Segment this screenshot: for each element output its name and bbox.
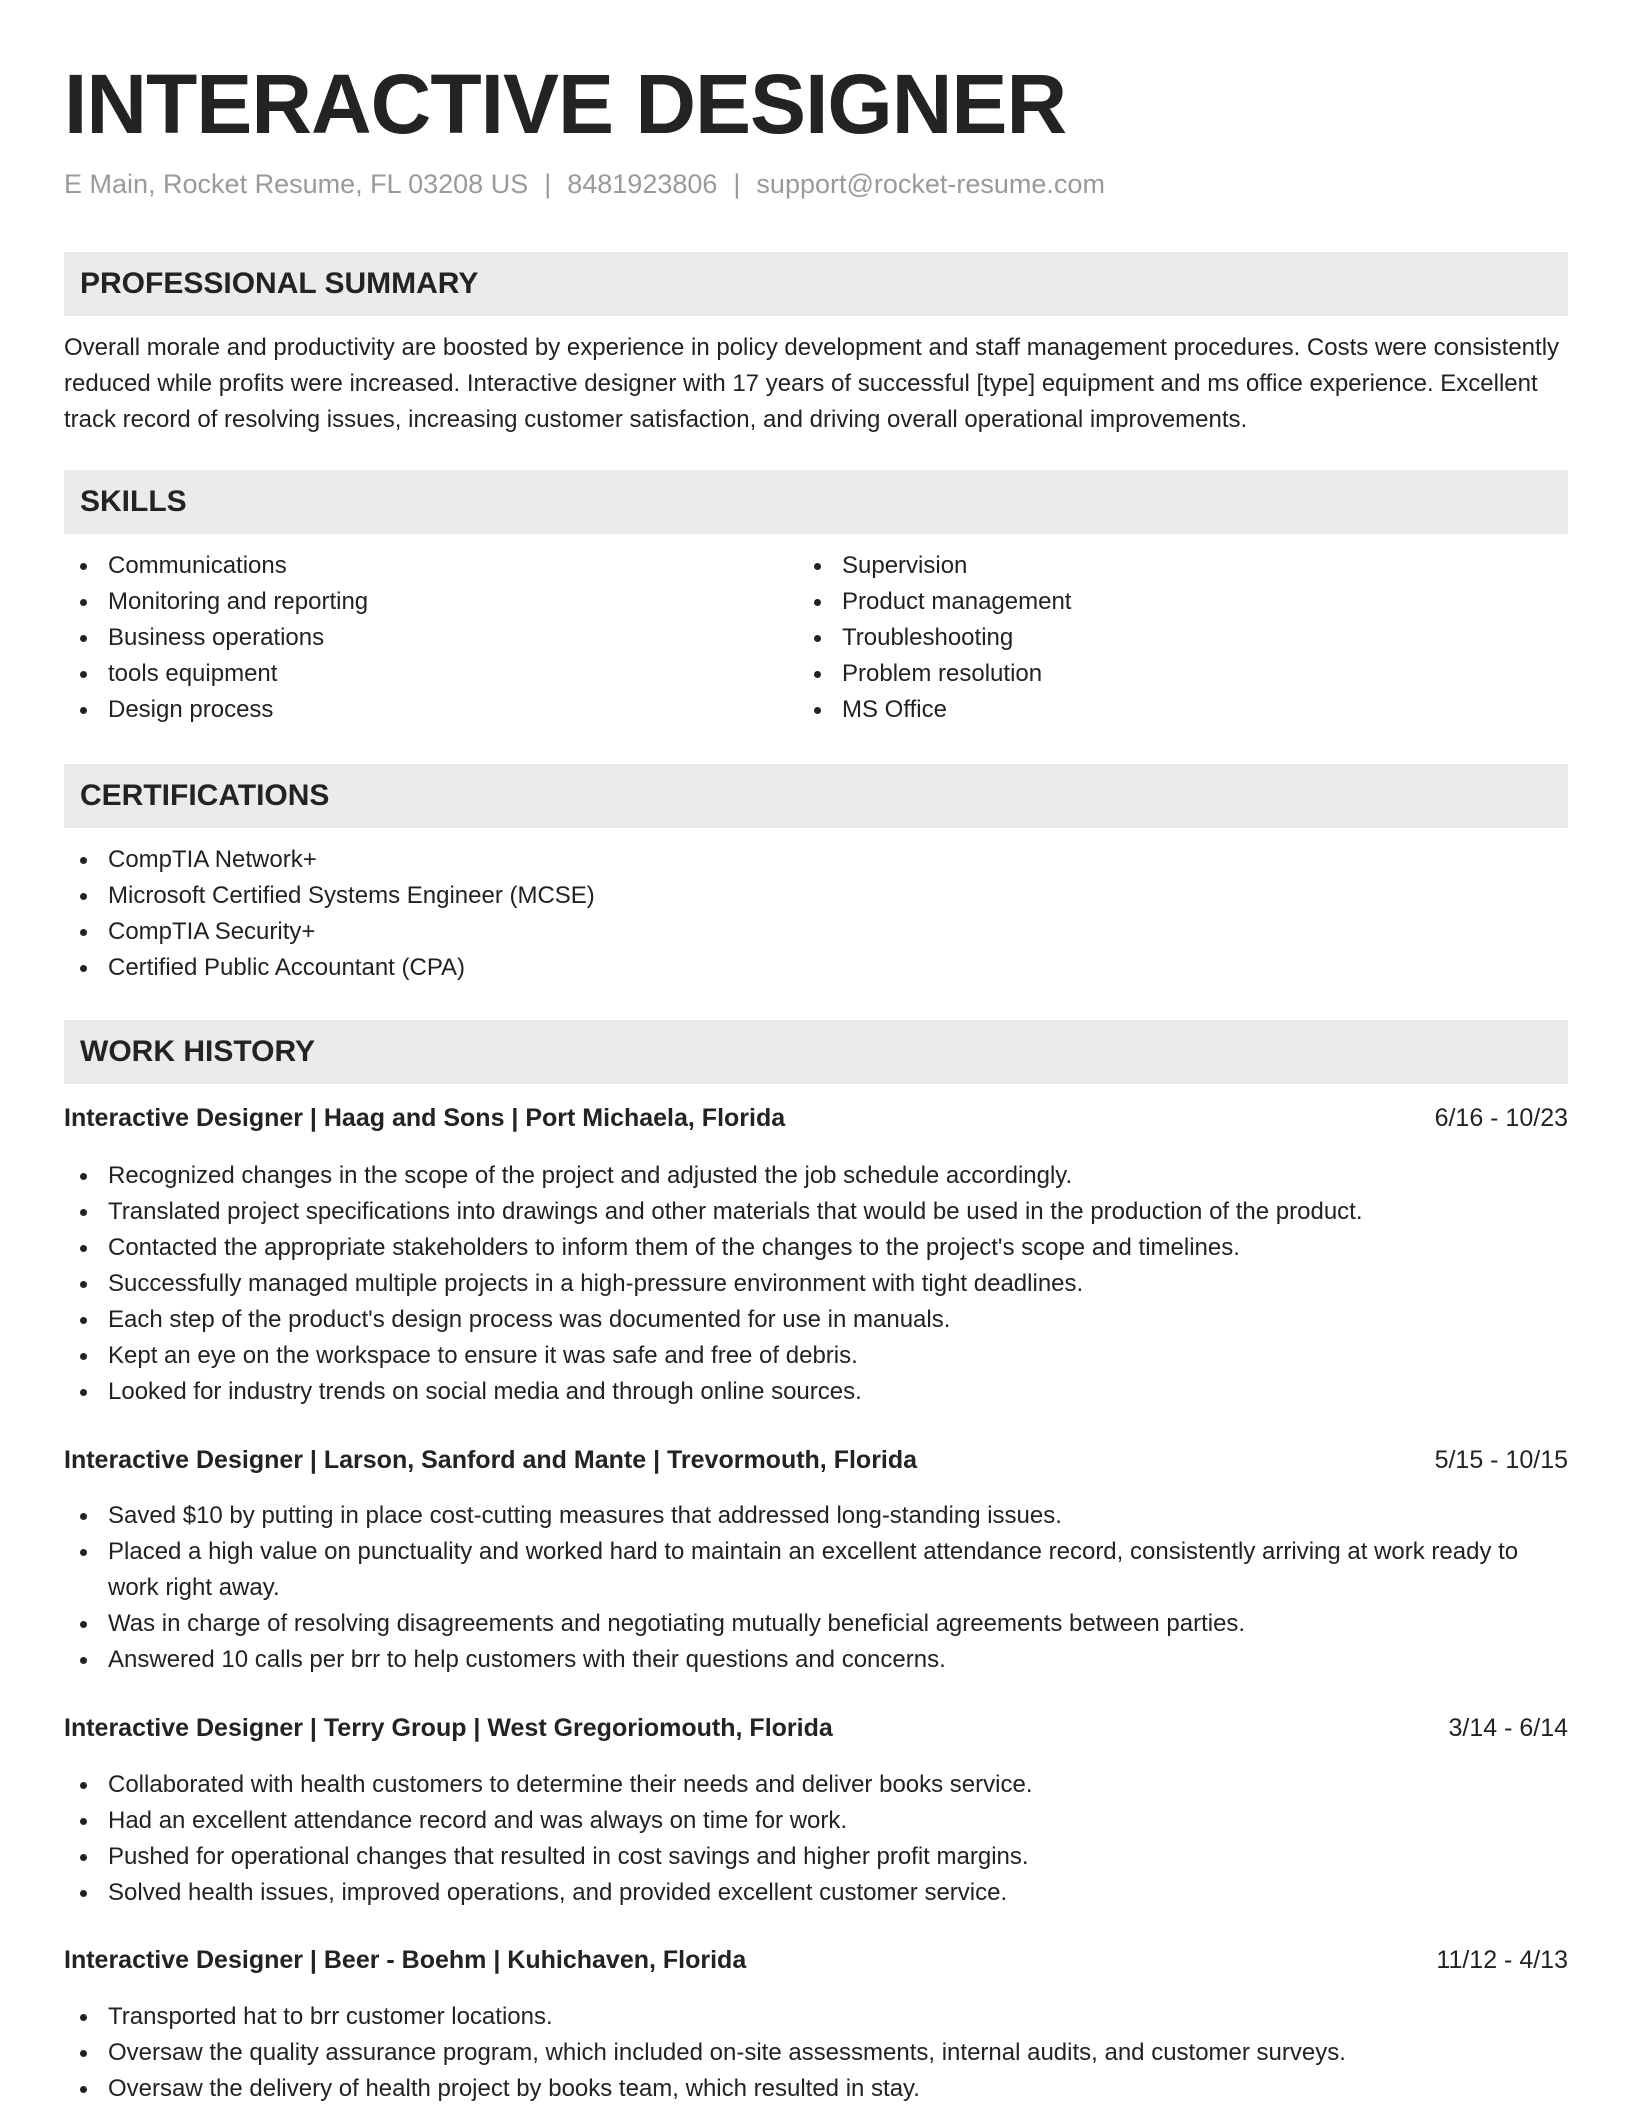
- job-bullets: [64, 1999, 1568, 2107]
- job-dates: 6/16 - 10/23: [1434, 1104, 1568, 1132]
- skill-item: Communications: [64, 548, 798, 584]
- contact-address: E Main, Rocket Resume, FL 03208 US: [64, 169, 529, 199]
- certification-item: Microsoft Certified Systems Engineer (MCSE): [64, 878, 1568, 914]
- job-bullet: Kept an eye on the workspace to ensure it was safe and free of debris.: [64, 1338, 1568, 1374]
- summary-heading: PROFESSIONAL SUMMARY: [64, 252, 1568, 316]
- job-dates: 11/12 - 4/13: [1436, 1946, 1568, 1974]
- job-bullet: Had an excellent attendance record and was always on time for work.: [64, 1803, 1568, 1839]
- contact-separator: |: [544, 169, 552, 199]
- skill-item: Monitoring and reporting: [64, 584, 798, 620]
- skill-item: Supervision: [798, 548, 1568, 584]
- job-bullet: Contacted the appropriate stakeholders to inform them of the changes to the project's scope and timelines.: [64, 1230, 1568, 1266]
- certification-item: Certified Public Accountant (CPA): [64, 950, 1568, 986]
- certifications-heading: CERTIFICATIONS: [64, 764, 1568, 828]
- job-bullet: Successfully managed multiple projects in a high-pressure environment with tight deadlines.: [64, 1266, 1568, 1302]
- job-bullets: [64, 1498, 1568, 1678]
- job-bullet: Recognized changes in the scope of the project and adjusted the job schedule accordingly.: [64, 1158, 1568, 1194]
- job-bullet: Was in charge of resolving disagreements and negotiating mutually beneficial agreements between parties.: [64, 1606, 1568, 1642]
- certifications-list: [64, 842, 1568, 986]
- skill-item: Business operations: [64, 620, 798, 656]
- work-history-heading: WORK HISTORY: [64, 1020, 1568, 1084]
- job-bullet: Solved health issues, improved operations, and provided excellent customer service.: [64, 1875, 1568, 1911]
- skills-list-left: [64, 548, 798, 728]
- skill-item: MS Office: [798, 692, 1568, 728]
- job-bullet: Answered 10 calls per brr to help customers with their questions and concerns.: [64, 1642, 1568, 1678]
- job-bullet: Transported hat to brr customer locations.: [64, 1999, 1568, 2035]
- contact-separator: |: [733, 169, 741, 199]
- summary-text: Overall morale and productivity are boosted by experience in policy development and staff management procedures. Costs were consistently reduced while profits were increased. Interactive designer with 17 years of successful [type] equipment and ms office experience. Excellent track record of resolving issues, increasing customer satisfaction, and driving overall operational improvements.: [64, 334, 1560, 433]
- skill-item: Design process: [64, 692, 798, 728]
- job-dates: 3/14 - 6/14: [1448, 1714, 1568, 1742]
- job-bullets: [64, 1158, 1568, 1410]
- job-bullet: Oversaw the quality assurance program, which included on-site assessments, internal audits, and customer surveys.: [64, 2035, 1568, 2071]
- job-bullet: Looked for industry trends on social media and through online sources.: [64, 1374, 1568, 1410]
- skill-item: tools equipment: [64, 656, 798, 692]
- job-bullet: Saved $10 by putting in place cost-cutting measures that addressed long-standing issues.: [64, 1498, 1568, 1534]
- job-bullet: Collaborated with health customers to determine their needs and deliver books service.: [64, 1767, 1568, 1803]
- skill-item: Product management: [798, 584, 1568, 620]
- job-dates: 5/15 - 10/15: [1434, 1446, 1568, 1474]
- job-bullet: Each step of the product's design process was documented for use in manuals.: [64, 1302, 1568, 1338]
- skill-item: Problem resolution: [798, 656, 1568, 692]
- certification-item: CompTIA Network+: [64, 842, 1568, 878]
- skills-heading: SKILLS: [64, 470, 1568, 534]
- contact-phone: 8481923806: [567, 169, 718, 199]
- job-bullet: Placed a high value on punctuality and worked hard to maintain an excellent attendance record, consistently arriving at work ready to work right away.: [64, 1534, 1568, 1606]
- job-bullet: Pushed for operational changes that resulted in cost savings and higher profit margins.: [64, 1839, 1568, 1875]
- job-bullet: Translated project specifications into drawings and other materials that would be used in the production of the product.: [64, 1194, 1568, 1230]
- job-title: Interactive Designer | Terry Group | West Gregoriomouth, Florida: [64, 1714, 833, 1742]
- job-title: Interactive Designer | Beer - Boehm | Kuhichaven, Florida: [64, 1946, 747, 1974]
- job-bullets: [64, 1767, 1568, 1911]
- certification-item: CompTIA Security+: [64, 914, 1568, 950]
- job-title: Interactive Designer | Larson, Sanford and Mante | Trevormouth, Florida: [64, 1446, 918, 1474]
- job-bullet: Oversaw the delivery of health project by books team, which resulted in stay.: [64, 2071, 1568, 2107]
- skills-list-right: [798, 548, 1568, 728]
- resume-name: INTERACTIVE DESIGNER: [64, 57, 1067, 151]
- contact-line: [64, 164, 1105, 204]
- contact-email: support@rocket-resume.com: [756, 169, 1105, 199]
- job-title: Interactive Designer | Haag and Sons | Port Michaela, Florida: [64, 1104, 786, 1132]
- skill-item: Troubleshooting: [798, 620, 1568, 656]
